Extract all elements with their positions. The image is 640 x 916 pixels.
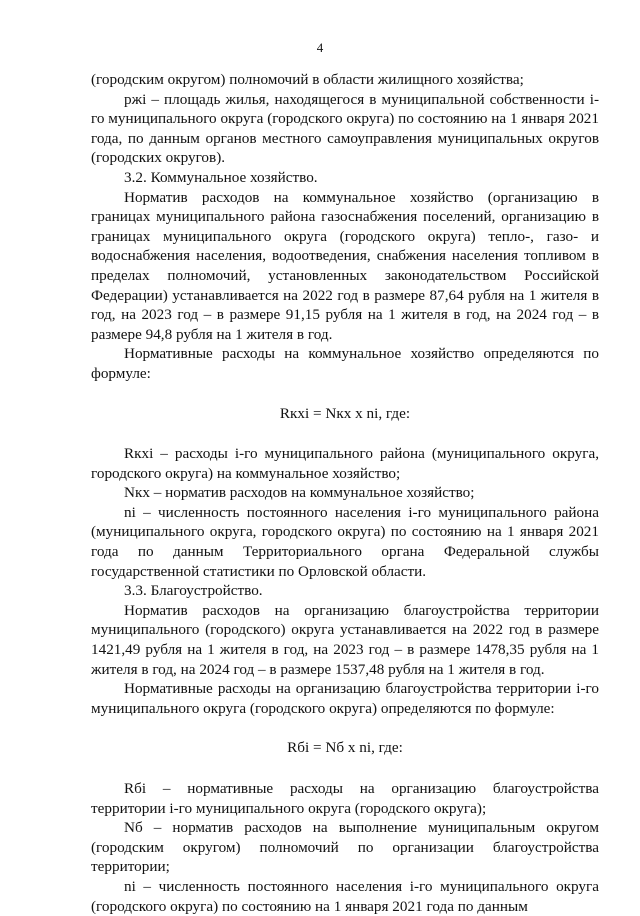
- paragraph-housing-area-definition: ржі – площадь жилья, находящегося в муниципальной собственности і-го муниципального округа (городского округа) по состоянию на 1 января 2021 года, по данным органов местного самоуправления муниципальных округов (городских округов).: [91, 90, 599, 167]
- paragraph-utilities-norm-definition: Nкх – норматив расходов на коммунальное хозяйство;: [124, 484, 475, 502]
- formula-utilities: Rкхі = Nкх x nі, где:: [279, 404, 411, 422]
- paragraph-utilities-norm: Норматив расходов на коммунальное хозяйство (организацию в границах муниципального района газоснабжения поселений, организацию в границах муниципального округа (городского округа) тепло-, газо- и водоснабжения населения, водоотведения, снабжения населения топливом в пределах полномочий, установленных законодательством Российской Федерации) устанавливается на 2022 год в размере 87,64 рубля на 1 жителя в год, на 2023 год – в размере 91,15 рубля на 1 жителя в год, на 2024 год – в размере 94,8 рубля на 1 жителя в год.: [91, 188, 599, 343]
- paragraph-utilities-formula-intro: Нормативные расходы на коммунальное хозяйство определяются по формуле:: [91, 345, 599, 382]
- paragraph-improvement-expenses-definition: Rбі – нормативные расходы на организацию благоустройства территории і-го муниципального округа (городского округа);: [91, 780, 599, 817]
- page-number: 4: [316, 40, 324, 55]
- paragraph-improvement-norm-definition: Nб – норматив расходов на выполнение муниципальным округом (городским округом) полномочий по организации благоустройства территории;: [91, 819, 599, 876]
- document-body: [91, 70, 599, 916]
- section-heading-utilities: 3.2. Коммунальное хозяйство.: [124, 168, 318, 186]
- paragraph-utilities-expenses-definition: Rкхі – расходы і-го муниципального района (муниципального округа, городского округа) на коммунальное хозяйство;: [91, 445, 599, 482]
- paragraph-improvement-formula-intro: Нормативные расходы на организацию благоустройства территории і-го муниципального округа (городского округа) определяются по формуле:: [91, 680, 599, 717]
- paragraph-utilities-population-definition: nі – численность постоянного населения і-го муниципального района (муниципального округа, городского округа) по состоянию на 1 января 2021 года по данным Территориального органа Федеральной службы государственной статистики по Орловской области.: [91, 503, 599, 580]
- paragraph-improvement-norm: Норматив расходов на организацию благоустройства территории муниципального (городского) округа устанавливается на 2022 год в размере 1421,49 рубля на 1 жителя в год, на 2023 год – в размере 1478,35 рубля на 1 жителя в год, на 2024 год – в размере 1537,48 рубля на 1 жителя в год.: [91, 601, 599, 678]
- section-heading-improvement: 3.3. Благоустройство.: [124, 582, 263, 600]
- paragraph-improvement-population-definition: nі – численность постоянного населения і-го муниципального округа (городского округа) по состоянию на 1 января 2021 года по данным: [91, 877, 599, 915]
- formula-improvement: Rбі = Nб x nі, где:: [287, 739, 403, 757]
- paragraph-housing-end: (городским округом) полномочий в области жилищного хозяйства;: [91, 71, 524, 88]
